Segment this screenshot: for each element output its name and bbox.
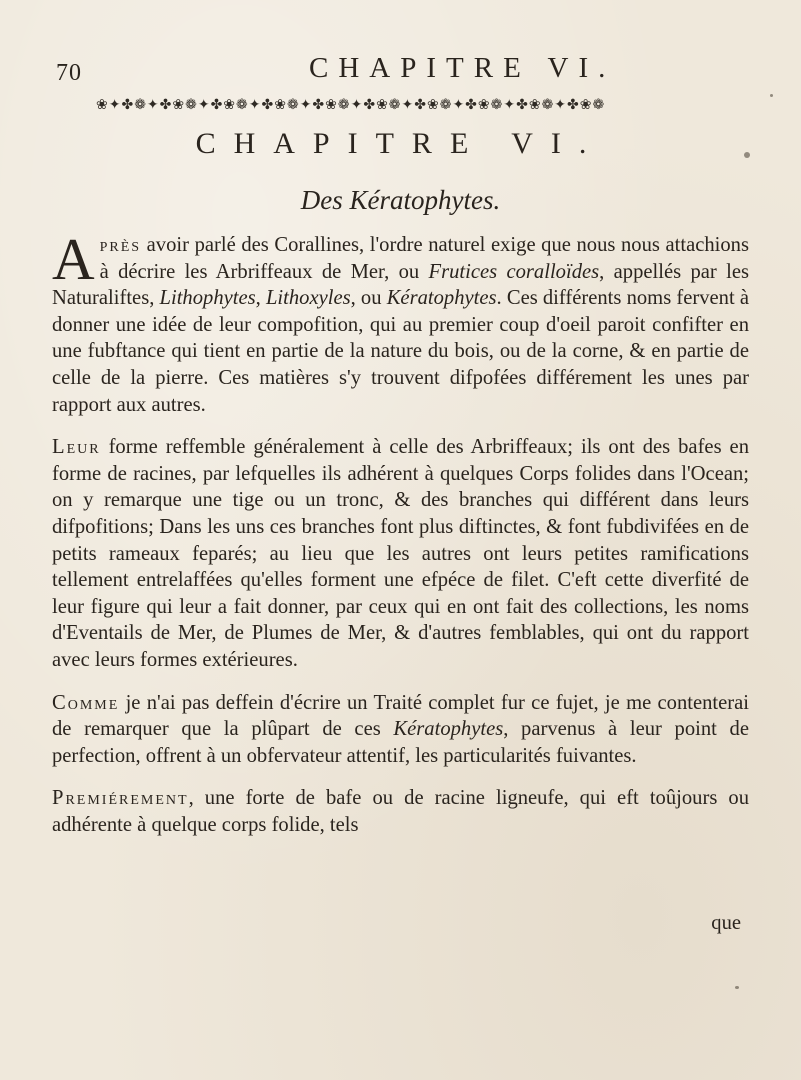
paragraph-3-lead: Comme — [52, 691, 120, 714]
body-text — [52, 226, 749, 838]
term-keratophytes-2: Kératophytes — [393, 718, 504, 741]
term-keratophytes: Kératophytes — [386, 287, 497, 310]
drop-cap: A — [52, 226, 95, 292]
paragraph-1-text-a: avoir parlé des Corallines, l'ordre naturel exige que nous nous attachions à décrire les Arbriffeaux de Mer, ou — [99, 234, 749, 283]
paragraph-3-text-b: , parvenus à leur point de perfection, offrent à un obfervateur attentif, les particularités fuivantes. — [52, 718, 749, 767]
paragraph-3 — [52, 690, 749, 770]
paragraph-1-lead: près — [99, 234, 142, 256]
chapter-subtitle: Des Kératophytes. — [300, 185, 501, 215]
decorative-ornament-band: ❀✦✤❁✦✤❀❁✦✤❀❁✦✤❀❁✦✤❀❁✦✤❀❁✦✤❀❁✦✤❀❁✦✤❀❁✦✤❀❁ — [96, 97, 606, 113]
ink-spot — [735, 986, 739, 989]
paragraph-1-text-c: , — [255, 287, 266, 310]
paragraph-2-text: forme reffemble généralement à celle des Arbriffeaux; ils ont des bafes en forme de racines, par lefquelles ils adhérent à quelques Corps folides dans l'Ocean; on y remarque une tige ou un tronc, & des branches qui différent dans leurs difpofitions; Dans les uns ces branches font plus diftinctes, & font fubdivifées en de petits rameaux feparés; au lieu que les autres ont leurs petites ramifications tellement entrelaffées qu'elles forment une efpéce de filet. C'eft cette diverfité de leur figure qui leur a fait donner, par ceux qui en ont fait des collections, les noms d'Eventails de Mer, de Plumes de Mer, & d'autres femblables, qui ont du rapport avec leurs formes extérieures. — [52, 436, 749, 671]
paragraph-1-text-e: . Ces différents noms fervent à donner une idée de leur compofition, qui au premier coup d'oeil paroit confifter en une fubftance qui tient en partie de la nature du bois, ou de la corne, & en partie de celle de la pierre. Ces matières s'y trouvent difpofées différement les unes par rapport aux autres. — [52, 287, 749, 416]
paragraph-1 — [52, 226, 749, 418]
ink-spot — [770, 94, 773, 97]
term-frutices-coralloides: Frutices coralloïdes — [428, 260, 600, 283]
paragraph-4 — [52, 785, 749, 838]
running-head — [56, 52, 756, 92]
term-lithophytes: Lithophytes — [159, 287, 256, 310]
ink-spot — [744, 152, 750, 158]
paragraph-4-text: , une forte de bafe ou de racine ligneufe, qui eft toûjours ou adhérente à quelque corps folide, tels — [52, 787, 749, 836]
paragraph-1-text-d: , ou — [350, 287, 387, 310]
running-title: CHAPITRE VI. — [309, 52, 616, 84]
paragraph-4-lead: Premiérement — [52, 787, 189, 810]
chapter-title: CHAPITRE VI. — [195, 127, 605, 160]
paragraph-1-text-b: , appellés par les Naturaliftes, — [52, 260, 749, 310]
paragraph-2 — [52, 434, 749, 673]
catchword: que — [711, 912, 741, 934]
paragraph-3-text-a: je n'ai pas deffein d'écrire un Traité complet fur ce fujet, je me contenterai de remarquer que la plûpart de ces — [52, 691, 749, 741]
page-number: 70 — [56, 60, 82, 86]
paragraph-2-lead: Leur — [52, 436, 101, 459]
term-lithoxyles: Lithoxyles — [265, 287, 351, 310]
